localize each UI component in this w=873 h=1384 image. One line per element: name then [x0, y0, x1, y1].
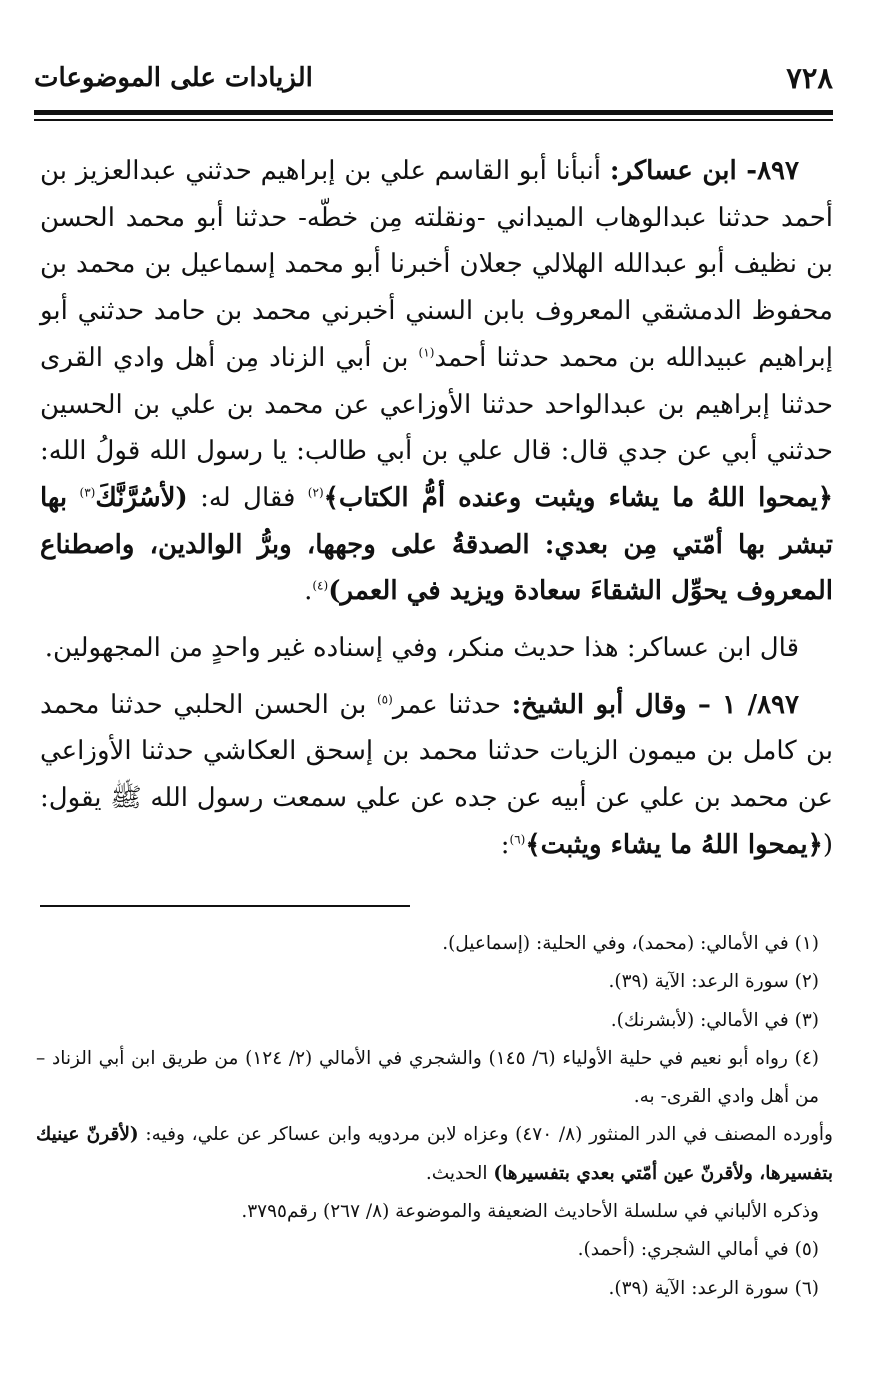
footnote-6: (٦) سورة الرعد: الآية (٣٩).	[608, 1277, 819, 1299]
footnote-ref: (٤)	[312, 578, 329, 593]
footnote-ref: (٦)	[509, 832, 526, 847]
footnote-2: (٢) سورة الرعد: الآية (٣٩).	[608, 971, 819, 993]
isnad-text: أنبأنا أبو القاسم علي بن إبراهيم حدثني عبدالعزيز بن أحمد حدثنا عبدالوهاب الميداني -ونقلته مِن خطّه- حدثنا أبو محمد الحسن بن نظيف أبو عبدالله الهلالي جعلان أخبرنا أبو محمد إسماعيل بن محمد بن محفوظ الدمشقي المعروف بابن السني أخبرني محمد بن حامد حدثني أبو إبراهيم عبيدالله بن محمد حدثنا أحمد	[40, 156, 833, 373]
main-text	[40, 148, 833, 869]
footnote-ref: (٥)	[376, 692, 393, 707]
footnote-text-end: الحديث.	[425, 1162, 488, 1184]
footnote-quote: (لأقرنّ عينيك بتفسيرها، ولأقرنّ عين أمّتي بعدي بتفسيرها)	[36, 1124, 833, 1184]
footnote-ref: (٣)	[79, 485, 96, 500]
narration-text: فقال له:	[200, 482, 296, 513]
punctuation: .	[304, 576, 313, 607]
page-header	[34, 48, 833, 108]
quran-verse: ﴿يمحوا اللهُ ما يشاء ويثبت وعنده أمُّ الكتاب﴾	[323, 482, 834, 513]
footnote-4-albani: وذكره الألباني في سلسلة الأحاديث الضعيفة والموضوعة (٨/ ٢٦٧) رقم٣٧٩٥.	[241, 1201, 819, 1223]
isnad-text: حدثنا عمر	[392, 689, 501, 720]
running-title: الزيادات على الموضوعات	[34, 63, 313, 93]
entry-number: ٨٩٧/ ١ – وقال أبو الشيخ:	[511, 689, 799, 720]
isnad-text-continued: بن الحسن الحلبي حدثنا محمد بن كامل بن ميمون الزيات حدثنا محمد بن إسحق العكاشي حدثنا الأوزاعي عن محمد بن علي عن أبيه عن جده عن علي سمعت رسول الله ﷺ يقول: (	[40, 689, 833, 860]
isnad-text-continued: بن أبي الزناد مِن أهل وادي القرى حدثنا إبراهيم بن عبدالواحد حدثنا الأوزاعي عن محمد بن علي بن الحسين حدثني أبي عن جدي قال: قال علي بن أبي طالب: يا رسول الله قولُ الله:	[40, 342, 833, 467]
matn-text-continued: بها تبشر بها أمّتي مِن بعدي: الصدقةُ على وجهها، وبرُّ الوالدين، واصطناع المعروف يحوِّل الشقاءَ سعادة ويزيد في العمر)	[40, 482, 833, 607]
page-number: ٧٢٨	[786, 61, 833, 95]
punctuation: :	[500, 829, 510, 860]
footnote-ref: (١)	[418, 345, 435, 360]
hadith-entry-897	[40, 148, 833, 615]
footnotes	[36, 925, 833, 1308]
footnote-ref: (٢)	[307, 485, 324, 500]
footnote-3: (٣) في الأمالي: (لأبشرنك).	[610, 1009, 819, 1031]
footnote-1: (١) في الأمالي: (محمد)، وفي الحلية: (إسماعيل).	[442, 933, 819, 954]
footnote-4: (٤) رواه أبو نعيم في حلية الأولياء (٦/ ١٤٥) والشجري في الأمالي (٢/ ١٢٤) من طريق ابن أبي الزناد – من أهل وادي القرى- به.	[36, 1047, 820, 1108]
footnote-5: (٥) في أمالي الشجري: (أحمد).	[577, 1239, 819, 1261]
header-rule-thin	[34, 119, 833, 121]
footnote-text: وأورده المصنف في الدر المنثور (٨/ ٤٧٠) وعزاه لابن مردويه وابن عساكر عن علي، وفيه:	[145, 1124, 833, 1146]
hadith-entry-897-1	[40, 682, 833, 869]
matn-text: (لأسُرَّنَّكَ	[95, 482, 188, 513]
header-rule-thick	[34, 110, 833, 115]
editor-comment: قال ابن عساكر: هذا حديث منكر، وفي إسناده غير واحدٍ من المجهولين.	[44, 633, 799, 664]
footnote-separator	[40, 905, 410, 907]
footnote-4-continued	[36, 1116, 833, 1193]
entry-number: ٨٩٧- ابن عساكر:	[609, 156, 799, 186]
quran-verse: ﴿يمحوا اللهُ ما يشاء ويثبت﴾	[525, 829, 823, 860]
